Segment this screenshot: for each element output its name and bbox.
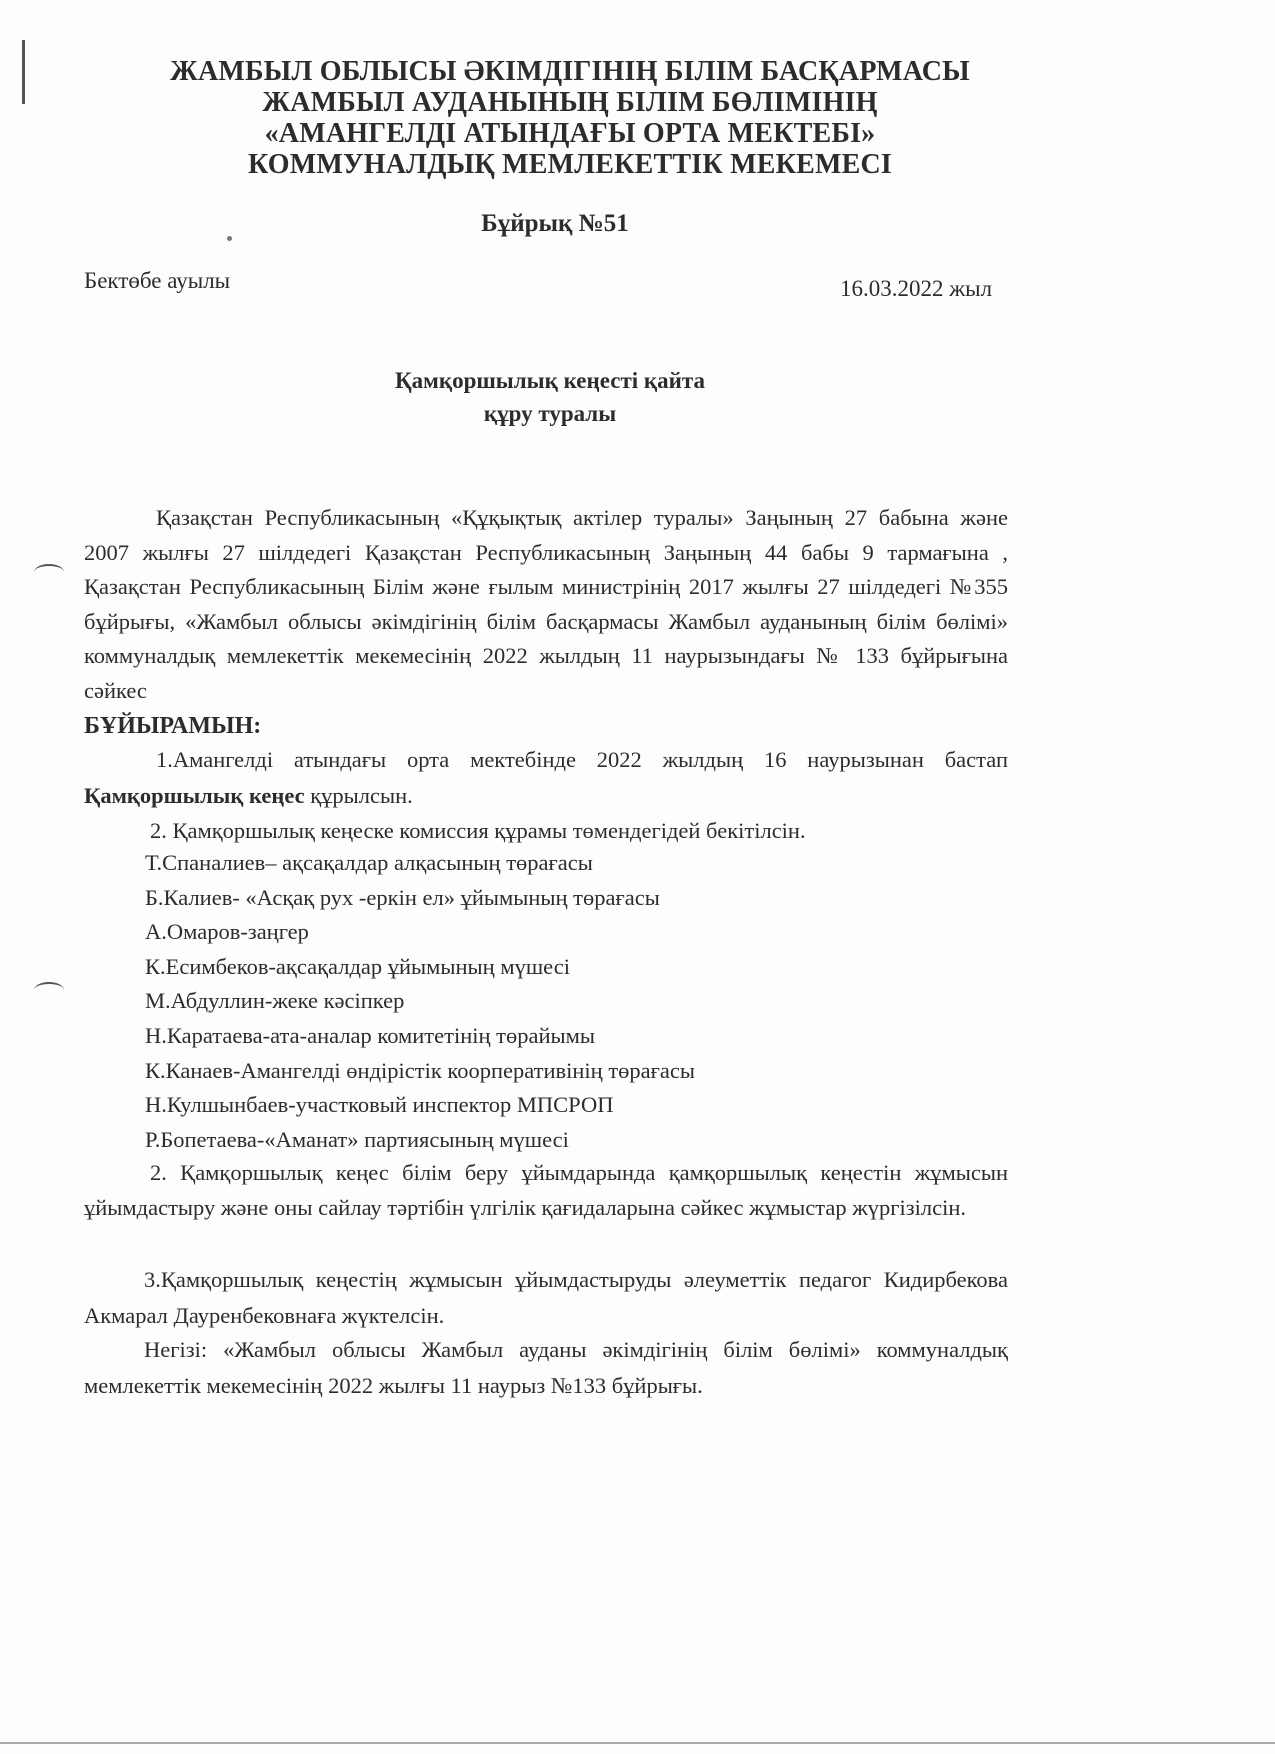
basis-paragraph: Негізі: «Жамбыл облысы Жамбыл ауданы әкімдігінің білім бөлімі» коммуналдық мемлекеттік мекемесінің 2022 жылғы 11 наурыз №133 бұйрығы. [84, 1337, 1008, 1398]
item-1-end: құрылсын. [304, 783, 413, 808]
preamble-text: Қазақстан Республикасының «Құқықтық актілер туралы» Заңының 27 бабына және 2007 жылғы 27 шілдедегі Қазақстан Республикасының Заңының 44 бабы 9 тармағына , Қазақстан Республикасының Білім және ғылым министрінің 2017 жылғы 27 шілдедегі №355 бұйрығы, «Жамбыл облысы әкімдігінің білім басқармасы Жамбыл ауданының білім бөлімі» коммуналдық мемлекеттік мекемесінің 2022 жылдың 11 наурызындағы № 133 бұйрығына сәйкес [84, 505, 1008, 703]
title-line: Қамқоршылық кеңесті қайта [395, 368, 705, 393]
header-line: ЖАМБЫЛ АУДАНЫНЫҢ БІЛІМ БӨЛІМІНІҢ [262, 87, 878, 118]
item-paragraph-4: 3.Қамқоршылық кеңестің жұмысын ұйымдастыруды әлеуметтік педагог Кидирбекова Акмарал Дауренбековнаға жүктелсін. [84, 1267, 1008, 1328]
item-1-term: Қамқоршылық кеңес [84, 783, 305, 808]
item-1-text: 1.Амангелді атындағы орта мектебінде 2022 жылдың 16 наурызынан бастап [156, 747, 1008, 772]
member-item: М.Абдуллин-жеке кәсіпкер [145, 988, 405, 1014]
member-item: Б.Калиев- «Асқақ рух -еркін ел» ұйымының төрағасы [145, 884, 660, 910]
header-line: КОММУНАЛДЫҚ МЕМЛЕКЕТТІК МЕКЕМЕСІ [247, 149, 892, 180]
member-item: Т.Спаналиев– ақсақалдар алқасының төрағасы [145, 850, 593, 875]
organization-header [0, 56, 1140, 180]
member-item: Н.Каратаева-ата-аналар комитетінің төрайымы [145, 1022, 595, 1048]
member-item: К.Канаев-Амангелді өндірістік коорперативінің төрағасы [145, 1057, 695, 1083]
header-line: ЖАМБЫЛ ОБЛЫСЫ ӘКІМДІГІНІҢ БІЛІМ БАСҚАРМАСЫ [170, 56, 970, 87]
member-item: К.Есимбеков-ақсақалдар ұйымының мүшесі [145, 953, 570, 979]
item-paragraph-1 [84, 742, 1008, 814]
member-item: А.Омаров-заңгер [145, 919, 309, 945]
preamble-paragraph [84, 501, 1008, 743]
decree-word: БҰЙЫРАМЫН: [84, 712, 262, 739]
member-item: Н.Кулшынбаев-участковый инспектор МПСРОП [145, 1092, 614, 1118]
title-line: құру туралы [483, 401, 617, 426]
order-number: Бұйрық №51 [481, 210, 629, 237]
header-line: «АМАНГЕЛДІ АТЫНДАҒЫ ОРТА МЕКТЕБІ» [264, 118, 876, 149]
punch-hole-mark [34, 564, 64, 580]
item-paragraph-2: 2. Қамқоршылық кеңеске комиссия құрамы төмендегідей бекітілсін. [150, 818, 806, 843]
item-paragraph-3: 2. Қамқоршылық кеңес білім беру ұйымдарында қамқоршылық кеңестін жұмысын ұйымдастыру және оны сайлау тәртібін үлгілік қағидаларына сәйкес жұмыстар жүргізілсін. [84, 1160, 1008, 1220]
order-place: Бектөбе ауылы [84, 268, 231, 293]
member-item: Р.Бопетаева-«Аманат» партиясының мүшесі [145, 1126, 569, 1152]
order-date: 16.03.2022 жыл [840, 276, 993, 301]
document-title [0, 364, 1100, 430]
punch-hole-mark [34, 982, 64, 998]
scan-bottom-edge [0, 1742, 1275, 1744]
members-list [145, 846, 695, 1157]
